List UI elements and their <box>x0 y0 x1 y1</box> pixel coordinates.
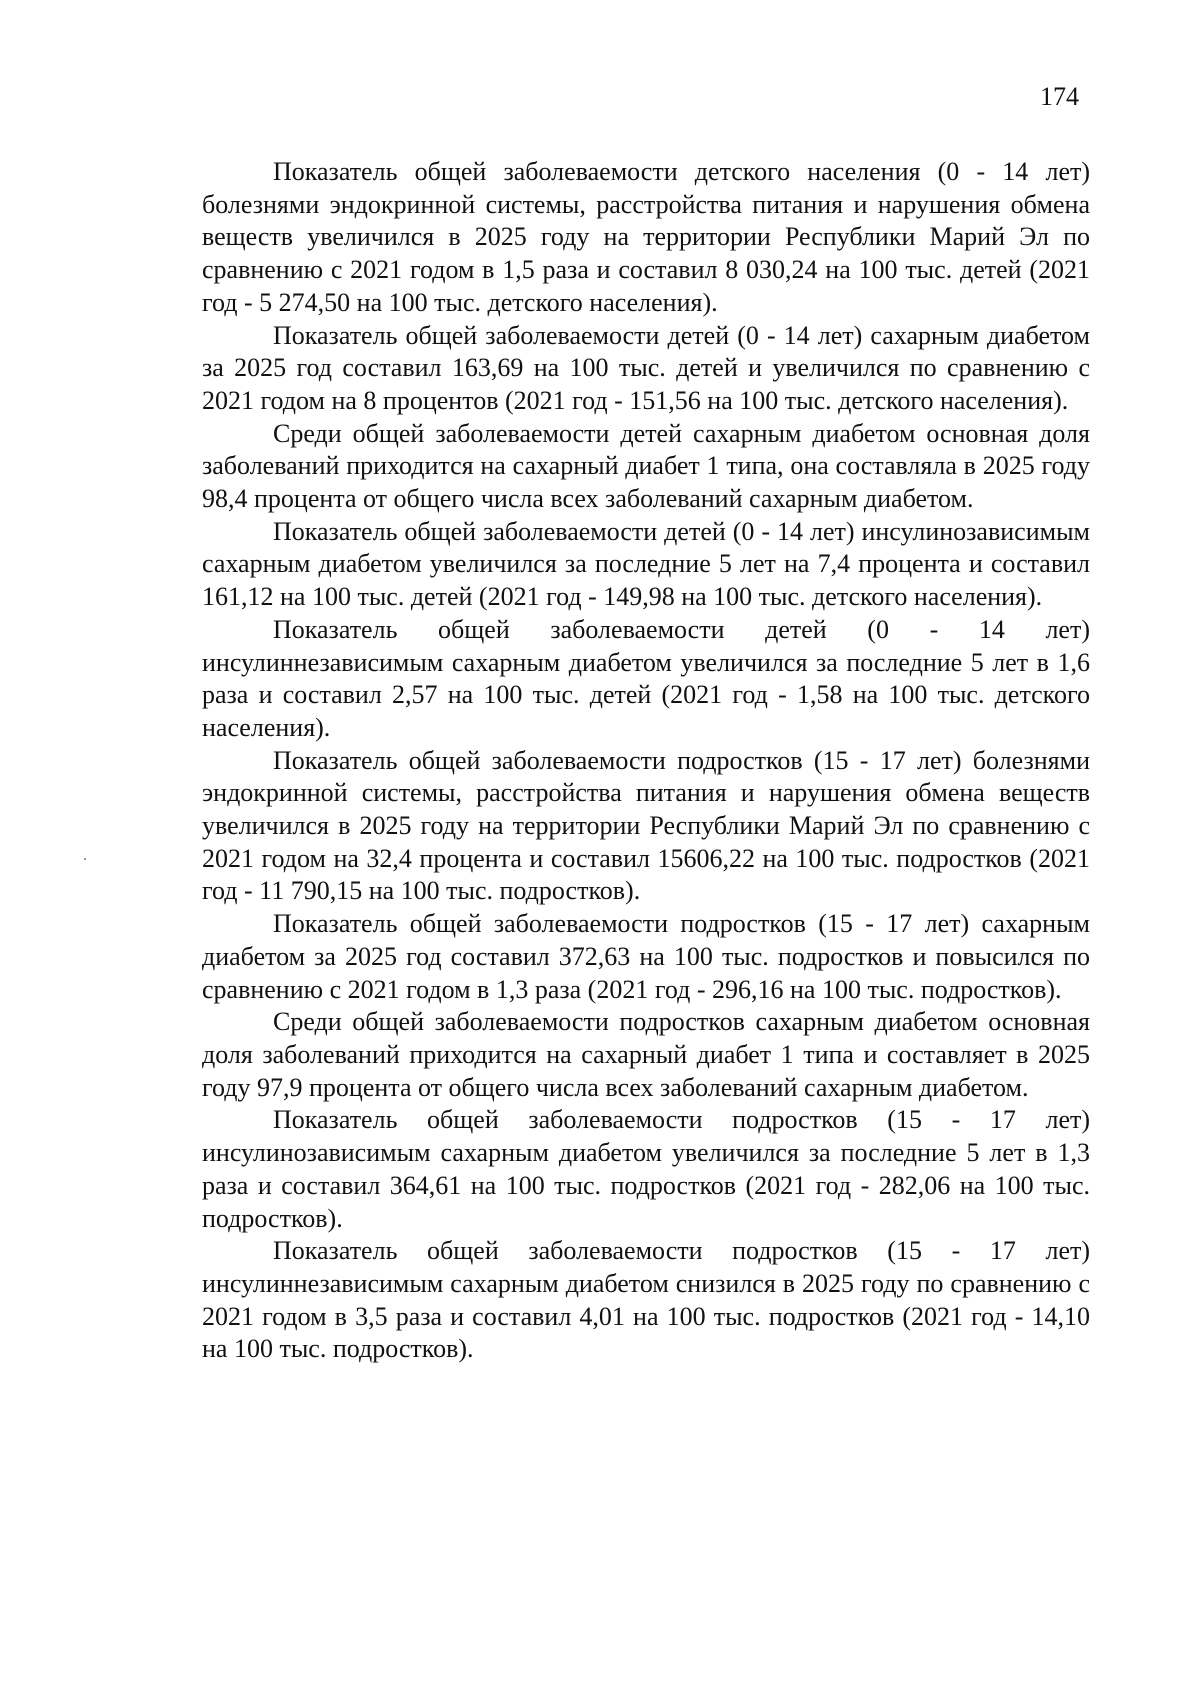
paragraph: Показатель общей заболеваемости подростков (15 - 17 лет) сахарным диабетом за 2025 год составил 372,63 на 100 тыс. подростков и повысился по сравнению с 2021 годом в 1,3 раза (2021 год - 296,16 на 100 тыс. подростков). <box>202 909 1090 1004</box>
paragraph: Показатель общей заболеваемости детского населения (0 - 14 лет) болезнями эндокринной системы, расстройства питания и нарушения обмена веществ увеличился в 2025 году на территории Республики Марий Эл по сравнению с 2021 годом в 1,5 раза и составил 8 030,24 на 100 тыс. детей (2021 год - 5 274,50 на 100 тыс. детского населения). <box>202 157 1090 317</box>
scan-speck <box>84 858 86 860</box>
page-number: 174 <box>1040 82 1079 111</box>
paragraph: Показатель общей заболеваемости детей (0 - 14 лет) инсулинозависимым сахарным диабетом увеличился за последние 5 лет на 7,4 процента и составил 161,12 на 100 тыс. детей (2021 год - 149,98 на 100 тыс. детского населения). <box>202 516 1090 612</box>
paragraph: Среди общей заболеваемости детей сахарным диабетом основная доля заболеваний приходится на сахарный диабет 1 типа, она составляла в 2025 году 98,4 процента от общего числа всех заболеваний сахарным диабетом. <box>202 418 1090 514</box>
body-text <box>202 156 1090 1366</box>
paragraph: Среди общей заболеваемости подростков сахарным диабетом основная доля заболеваний приходится на сахарный диабет 1 типа и составляет в 2025 году 97,9 процента от общего числа всех заболеваний сахарным диабетом. <box>202 1007 1090 1102</box>
paragraph: Показатель общей заболеваемости детей (0 - 14 лет) сахарным диабетом за 2025 год составил 163,69 на 100 тыс. детей и увеличился по сравнению с 2021 годом на 8 процентов (2021 год - 151,56 на 100 тыс. детского населения). <box>202 320 1090 415</box>
paragraph: Показатель общей заболеваемости детей (0 - 14 лет) инсулиннезависимым сахарным диабетом увеличился за последние 5 лет в 1,6 раза и составил 2,57 на 100 тыс. детей (2021 год - 1,58 на 100 тыс. детского населения). <box>202 614 1090 742</box>
paragraph: Показатель общей заболеваемости подростков (15 - 17 лет) инсулиннезависимым сахарным диабетом снизился в 2025 году по сравнению с 2021 годом в 3,5 раза и составил 4,01 на 100 тыс. подростков (2021 год - 14,10 на 100 тыс. подростков). <box>202 1236 1090 1364</box>
paragraph: Показатель общей заболеваемости подростков (15 - 17 лет) инсулинозависимым сахарным диабетом увеличился за последние 5 лет в 1,3 раза и составил 364,61 на 100 тыс. подростков (2021 год - 282,06 на 100 тыс. подростков). <box>202 1105 1090 1233</box>
paragraph: Показатель общей заболеваемости подростков (15 - 17 лет) болезнями эндокринной системы, расстройства питания и нарушения обмена веществ увеличился в 2025 году на территории Республики Марий Эл по сравнению с 2021 годом на 32,4 процента и составил 15606,22 на 100 тыс. подростков (2021 год - 11 790,15 на 100 тыс. подростков). <box>202 745 1090 906</box>
